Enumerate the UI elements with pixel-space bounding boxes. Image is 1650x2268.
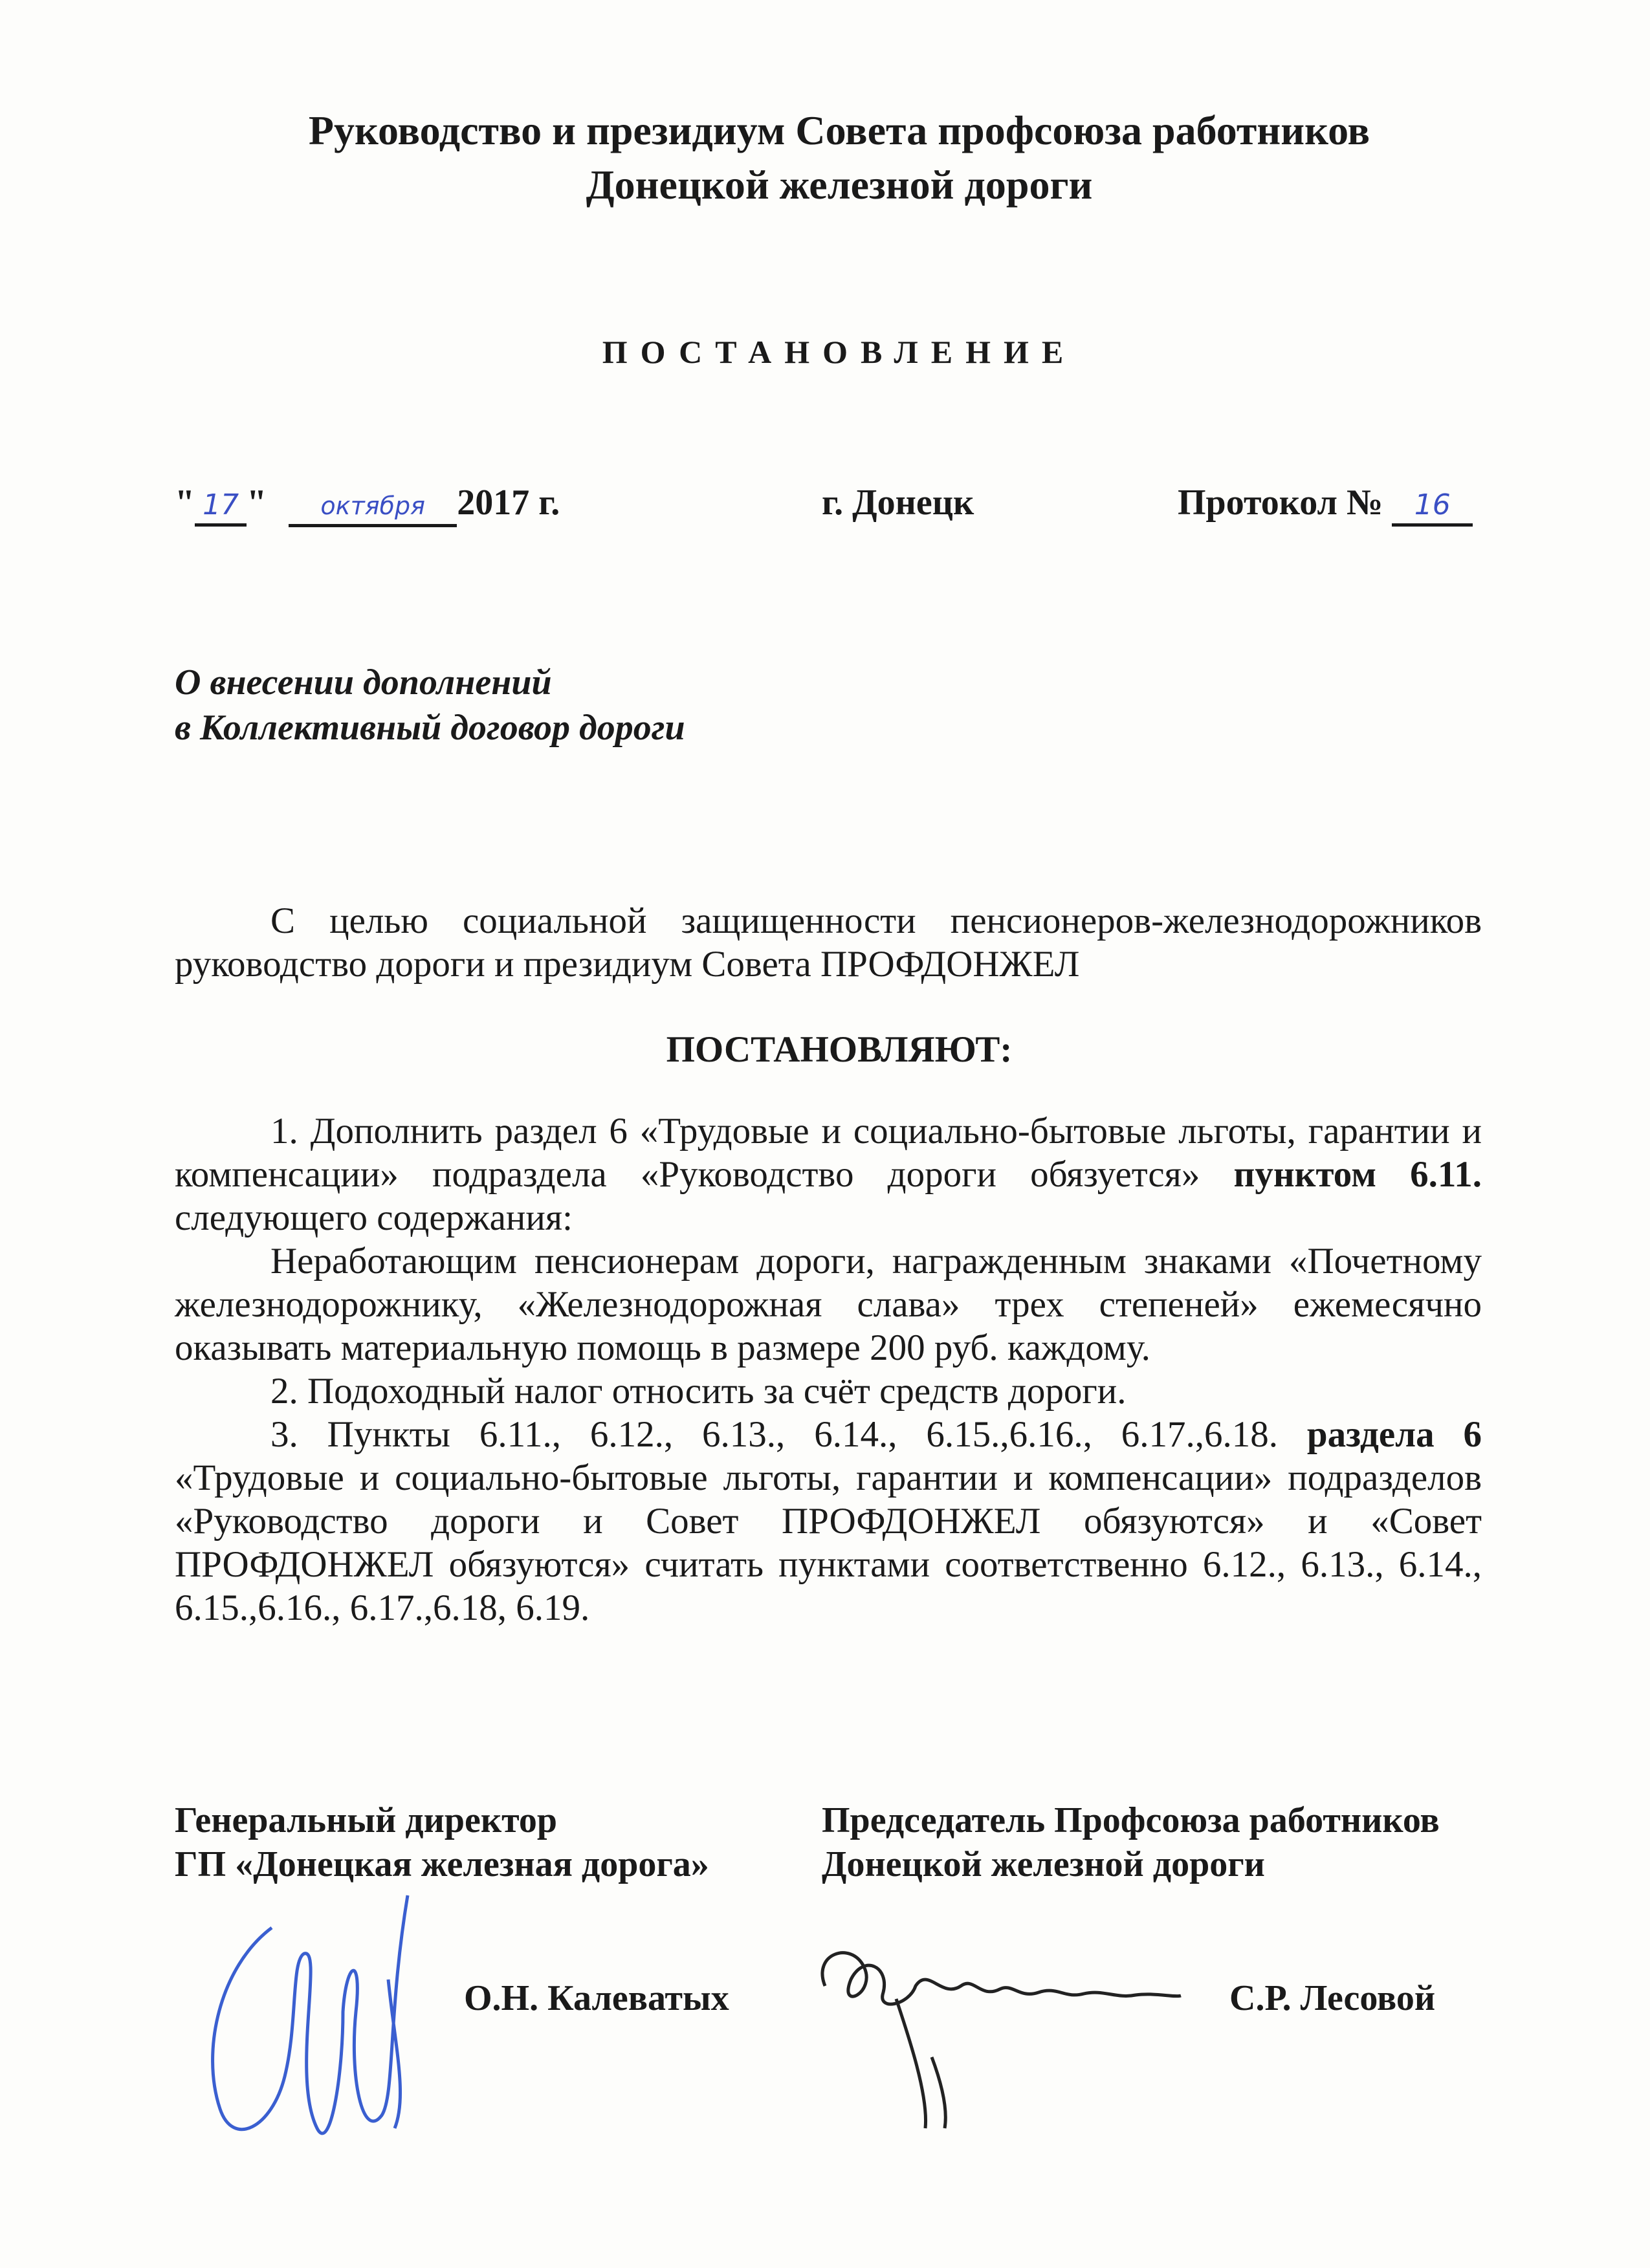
right-title-2: Донецкой железной дороги bbox=[822, 1844, 1265, 1884]
item-2: 2. Подоходный налог относить за счёт средств дороги. bbox=[270, 1371, 1127, 1412]
day-blank bbox=[195, 485, 247, 527]
protocol-label: Протокол № bbox=[1178, 483, 1383, 523]
resolve-heading: ПОСТАНОВЛЯЮТ: bbox=[666, 1029, 1013, 1070]
date-field bbox=[175, 482, 560, 527]
item-3-text: 3. Пункты 6.11., 6.12., 6.13., 6.14., 6.15.,6.16., 6.17.,6.18. bbox=[270, 1414, 1278, 1455]
document-header bbox=[0, 104, 1650, 212]
item-1 bbox=[175, 1109, 1482, 1239]
item-3-text-end: «Трудовые и социально-бытовые льготы, гарантии и компенсации» подразделов «Руководство дороги и Совет ПРОФДОНЖЕЛ обязуются» и «Совет ПРОФДОНЖЕЛ обязуются» считать пунктами соответственно 6.12., 6.13., 6.14., 6.15.,6.16., 6.17.,6.18, 6.19. bbox=[175, 1457, 1482, 1628]
right-signatory-title bbox=[822, 1798, 1440, 1886]
right-title-1: Председатель Профсоюза работников bbox=[822, 1800, 1440, 1840]
left-title-1: Генеральный директор bbox=[175, 1800, 558, 1840]
item-3-bold: раздела 6 bbox=[1306, 1414, 1482, 1455]
item-3 bbox=[175, 1413, 1482, 1630]
subject bbox=[175, 660, 685, 750]
protocol-blank bbox=[1392, 485, 1473, 527]
subject-line-2: в Коллективный договор дороги bbox=[175, 708, 685, 748]
resolution-items bbox=[175, 1109, 1482, 1630]
left-signatory-title bbox=[175, 1798, 709, 1886]
handwritten-day: 17 bbox=[203, 488, 239, 521]
item-1-text-end: следующего содержания: bbox=[175, 1197, 573, 1238]
left-title-2: ГП «Донецкая железная дорога» bbox=[175, 1844, 709, 1884]
left-signature bbox=[194, 1882, 434, 2161]
item-1-content: Неработающим пенсионерам дороги, награжденным знаками «Почетному железнодорожнику, «Железнодорожная слава» трех степеней» ежемесячно оказывать материальную помощь в размере 200 руб. каждому. bbox=[175, 1241, 1482, 1368]
protocol-field bbox=[1178, 482, 1473, 527]
quote-close: " bbox=[247, 483, 267, 523]
preamble-text: С целью социальной защищенности пенсионеров-железнодорожников руководство дороги и президиум Совета ПРОФДОНЖЕЛ bbox=[175, 900, 1482, 985]
handwritten-protocol-number: 16 bbox=[1414, 488, 1451, 521]
city: г. Донецк bbox=[822, 483, 974, 523]
right-signatory-name: С.Р. Лесовой bbox=[1229, 1978, 1436, 2018]
header-line-2: Донецкой железной дороги bbox=[586, 162, 1093, 208]
year: 2017 г. bbox=[457, 483, 560, 523]
subject-line-1: О внесении дополнений bbox=[175, 662, 552, 703]
item-1-bold: пунктом 6.11. bbox=[1233, 1154, 1482, 1195]
left-signatory-name: О.Н. Калеватых bbox=[464, 1978, 729, 2018]
preamble bbox=[175, 899, 1482, 986]
right-signature bbox=[812, 1941, 1187, 2135]
item-1-text: 1. Дополнить раздел 6 «Трудовые и социально-бытовые льготы, гарантии и компенсации» подраздела «Руководство дороги обязуется» bbox=[175, 1111, 1482, 1195]
quote-open: " bbox=[175, 483, 195, 523]
document-type: ПОСТАНОВЛЕНИЕ bbox=[602, 334, 1077, 370]
month-blank bbox=[289, 485, 457, 527]
header-line-1: Руководство и президиум Совета профсоюза работников bbox=[308, 107, 1370, 153]
handwritten-month: октября bbox=[320, 492, 425, 520]
